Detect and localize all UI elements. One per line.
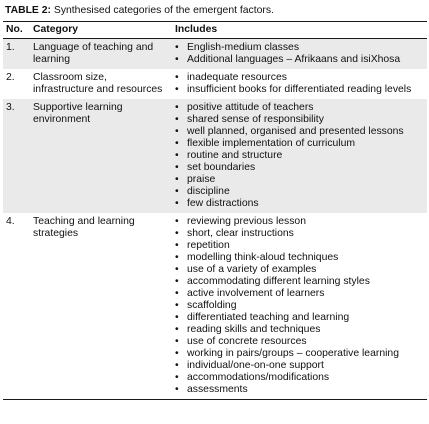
list-item — [175, 264, 423, 276]
row-category: Language of teaching and learning — [33, 42, 154, 65]
bullet-icon: • — [175, 252, 179, 263]
bullet-icon: • — [175, 384, 179, 395]
list-item — [175, 336, 423, 348]
list-item — [175, 228, 423, 240]
list-item-text: differentiated teaching and learning — [187, 312, 350, 323]
bullet-icon: • — [175, 276, 179, 287]
list-item-text: set boundaries — [187, 162, 256, 173]
list-item — [175, 138, 423, 150]
bullet-icon: • — [175, 264, 179, 275]
list-item — [175, 198, 423, 210]
bullet-icon: • — [175, 288, 179, 299]
table-caption — [5, 4, 274, 17]
bullet-icon: • — [175, 312, 179, 323]
bullet-icon: • — [175, 126, 179, 137]
list-item-text: English-medium classes — [187, 42, 300, 53]
bullet-icon: • — [175, 372, 179, 383]
includes-list — [175, 42, 423, 66]
row-category: Supportive learning environment — [33, 102, 123, 125]
list-item-text: reading skills and techniques — [187, 324, 321, 335]
list-item-text: individual/one-on-one support — [187, 360, 324, 371]
table-caption-text: Synthesised categories of the emergent factors. — [51, 5, 274, 16]
list-item-text: shared sense of responsibility — [187, 114, 324, 125]
row-category: Teaching and learning strategies — [33, 216, 135, 239]
list-item-text: inadequate resources — [187, 72, 287, 83]
includes-list — [175, 102, 423, 210]
bullet-icon: • — [175, 162, 179, 173]
list-item-text: discipline — [187, 186, 230, 197]
list-item — [175, 216, 423, 228]
table-row — [3, 213, 427, 399]
bullet-icon: • — [175, 186, 179, 197]
list-item — [175, 360, 423, 372]
list-item-text: praise — [187, 174, 216, 185]
list-item — [175, 42, 423, 54]
bullet-icon: • — [175, 348, 179, 359]
table-caption-label: TABLE 2: — [5, 5, 51, 16]
bullet-icon: • — [175, 324, 179, 335]
row-category: Classroom size, infrastructure and resources — [33, 72, 163, 95]
list-item — [175, 72, 423, 84]
list-item-text: working in pairs/groups – cooperative learning — [187, 348, 399, 359]
bullet-icon: • — [175, 102, 179, 113]
header-category: Category — [33, 24, 79, 35]
table-row — [3, 69, 427, 99]
bullet-icon: • — [175, 360, 179, 371]
list-item-text: accommodating different learning styles — [187, 276, 370, 287]
list-item-text: reviewing previous lesson — [187, 216, 306, 227]
list-item — [175, 240, 423, 252]
list-item — [175, 312, 423, 324]
list-item — [175, 54, 423, 66]
row-includes — [175, 216, 427, 396]
bullet-icon: • — [175, 198, 179, 209]
list-item — [175, 126, 423, 138]
list-item — [175, 114, 423, 126]
row-includes — [175, 102, 427, 210]
list-item — [175, 186, 423, 198]
row-includes — [175, 72, 427, 96]
header-includes: Includes — [175, 24, 218, 35]
row-number: 4. — [6, 216, 15, 227]
bullet-icon: • — [175, 54, 179, 65]
row-includes — [175, 42, 427, 66]
bullet-icon: • — [175, 150, 179, 161]
bullet-icon: • — [175, 228, 179, 239]
table-body — [3, 39, 427, 399]
list-item-text: few distractions — [187, 198, 259, 209]
bullet-icon: • — [175, 84, 179, 95]
list-item — [175, 300, 423, 312]
list-item — [175, 276, 423, 288]
list-item — [175, 324, 423, 336]
list-item — [175, 84, 423, 96]
row-number: 1. — [6, 42, 15, 53]
list-item-text: well planned, organised and presented lessons — [187, 126, 404, 137]
list-item-text: modelling think-aloud techniques — [187, 252, 339, 263]
bullet-icon: • — [175, 114, 179, 125]
header-no: No. — [6, 24, 23, 35]
table-row — [3, 99, 427, 213]
includes-list — [175, 72, 423, 96]
list-item — [175, 102, 423, 114]
bullet-icon: • — [175, 240, 179, 251]
list-item-text: assessments — [187, 384, 248, 395]
list-item-text: insufficient books for differentiated reading levels — [187, 84, 412, 95]
bullet-icon: • — [175, 138, 179, 149]
list-item-text: active involvement of learners — [187, 288, 325, 299]
list-item — [175, 348, 423, 360]
list-item-text: positive attitude of teachers — [187, 102, 314, 113]
bullet-icon: • — [175, 72, 179, 83]
bullet-icon: • — [175, 300, 179, 311]
row-number: 2. — [6, 72, 15, 83]
list-item — [175, 372, 423, 384]
list-item — [175, 174, 423, 186]
bullet-icon: • — [175, 42, 179, 53]
table-row — [3, 39, 427, 69]
bullet-icon: • — [175, 174, 179, 185]
list-item-text: accommodations/modifications — [187, 372, 330, 383]
list-item-text: use of a variety of examples — [187, 264, 317, 275]
list-item-text: Additional languages – Afrikaans and isiXhosa — [187, 54, 401, 65]
list-item — [175, 384, 423, 396]
row-number: 3. — [6, 102, 15, 113]
bullet-icon: • — [175, 336, 179, 347]
includes-list — [175, 216, 423, 396]
list-item-text: repetition — [187, 240, 230, 251]
list-item — [175, 288, 423, 300]
list-item-text: use of concrete resources — [187, 336, 307, 347]
list-item-text: scaffolding — [187, 300, 237, 311]
list-item — [175, 150, 423, 162]
table-header-row — [3, 22, 427, 39]
list-item — [175, 252, 423, 264]
bullet-icon: • — [175, 216, 179, 227]
list-item-text: routine and structure — [187, 150, 283, 161]
list-item-text: short, clear instructions — [187, 228, 294, 239]
list-item-text: flexible implementation of curriculum — [187, 138, 356, 149]
list-item — [175, 162, 423, 174]
categories-table — [3, 21, 427, 400]
